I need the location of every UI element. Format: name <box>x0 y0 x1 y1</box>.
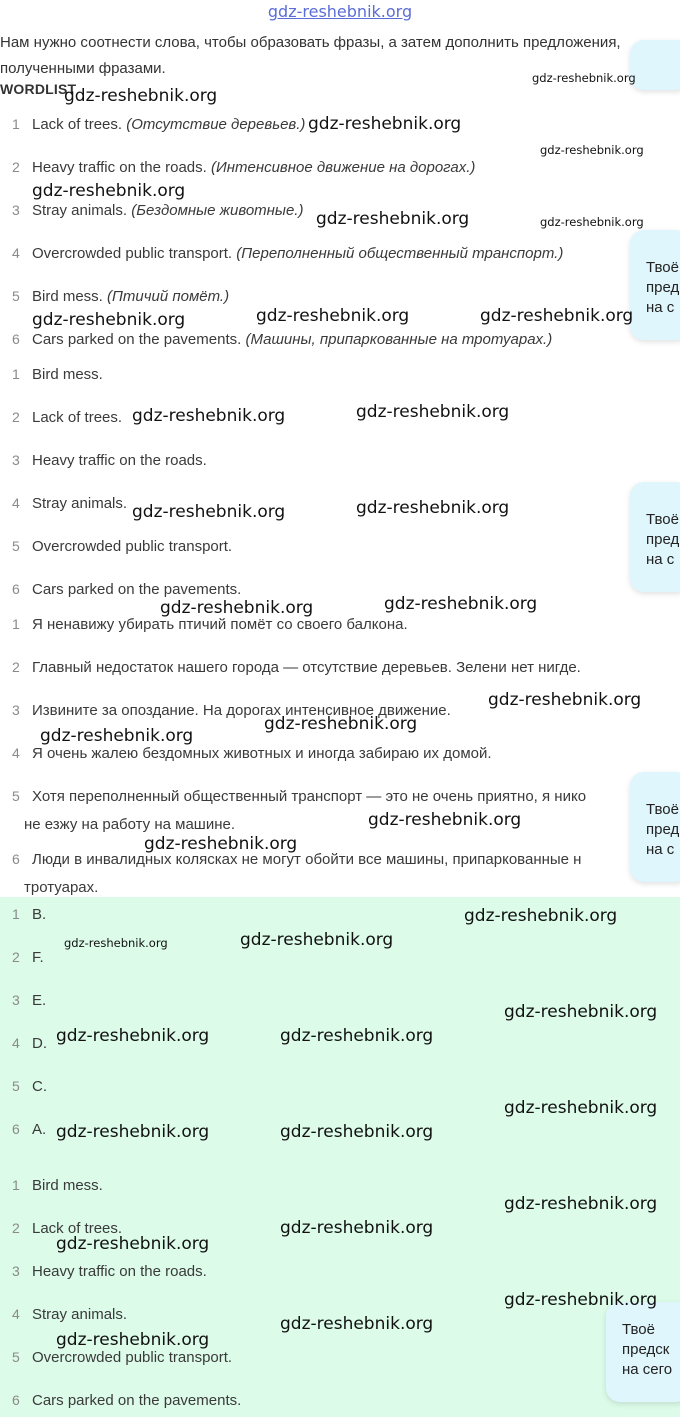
watermark-text: gdz-reshebnik.org <box>56 1234 210 1254</box>
watermark-text: gdz-reshebnik.org <box>64 936 168 950</box>
sentence-continuation: не езжу на работу на машине. <box>24 816 235 833</box>
chat-bubble[interactable]: Твоё пред на с <box>630 230 680 340</box>
watermark-text: gdz-reshebnik.org <box>40 726 194 746</box>
watermark-text: gdz-reshebnik.org <box>56 1330 210 1350</box>
watermark-text: gdz-reshebnik.org <box>160 598 314 618</box>
chat-bubble-partial[interactable] <box>630 40 680 90</box>
watermark-text: gdz-reshebnik.org <box>56 1122 210 1142</box>
chat-bubble[interactable]: Твоё предск на сего <box>606 1302 680 1402</box>
watermark-text: gdz-reshebnik.org <box>504 1194 658 1214</box>
watermark-text: gdz-reshebnik.org <box>240 930 394 950</box>
watermark-text: gdz-reshebnik.org <box>64 86 218 106</box>
header-watermark-link[interactable]: gdz-reshebnik.org <box>267 2 413 21</box>
watermark-text: gdz-reshebnik.org <box>280 1122 434 1142</box>
watermark-text: gdz-reshebnik.org <box>264 714 418 734</box>
chat-bubble[interactable]: Твоё пред на с <box>630 772 680 882</box>
watermark-text: gdz-reshebnik.org <box>504 1098 658 1118</box>
sentence-continuation: тротуарах. <box>24 879 99 896</box>
watermark-text: gdz-reshebnik.org <box>504 1002 658 1022</box>
watermark-text: gdz-reshebnik.org <box>308 114 462 134</box>
watermark-text: gdz-reshebnik.org <box>144 834 298 854</box>
watermark-text: gdz-reshebnik.org <box>504 1290 658 1310</box>
watermark-text: gdz-reshebnik.org <box>32 181 186 201</box>
watermark-text: gdz-reshebnik.org <box>56 1026 210 1046</box>
watermark-text: gdz-reshebnik.org <box>384 594 538 614</box>
watermark-text: gdz-reshebnik.org <box>356 498 510 518</box>
watermark-text: gdz-reshebnik.org <box>132 406 286 426</box>
watermark-text: gdz-reshebnik.org <box>280 1314 434 1334</box>
watermark-text: gdz-reshebnik.org <box>540 143 644 157</box>
watermark-text: gdz-reshebnik.org <box>488 690 642 710</box>
watermark-text: gdz-reshebnik.org <box>316 209 470 229</box>
watermark-text: gdz-reshebnik.org <box>280 1026 434 1046</box>
intro-text: Нам нужно соотнести слова, чтобы образовать фразы, а затем дополнить предложения, полученными фразами. <box>0 34 621 77</box>
watermark-text: gdz-reshebnik.org <box>132 502 286 522</box>
chat-bubble[interactable]: Твоё пред на с <box>630 482 680 592</box>
watermark-text: gdz-reshebnik.org <box>540 215 644 229</box>
watermark-text: gdz-reshebnik.org <box>480 306 634 326</box>
watermark-text: gdz-reshebnik.org <box>256 306 410 326</box>
watermark-text: gdz-reshebnik.org <box>368 810 522 830</box>
watermark-text: gdz-reshebnik.org <box>356 402 510 422</box>
watermark-text: gdz-reshebnik.org <box>532 71 636 85</box>
watermark-text: gdz-reshebnik.org <box>280 1218 434 1238</box>
wordlist-label: WORDLIST <box>0 81 77 97</box>
watermark-text: gdz-reshebnik.org <box>32 310 186 330</box>
watermark-text: gdz-reshebnik.org <box>464 906 618 926</box>
